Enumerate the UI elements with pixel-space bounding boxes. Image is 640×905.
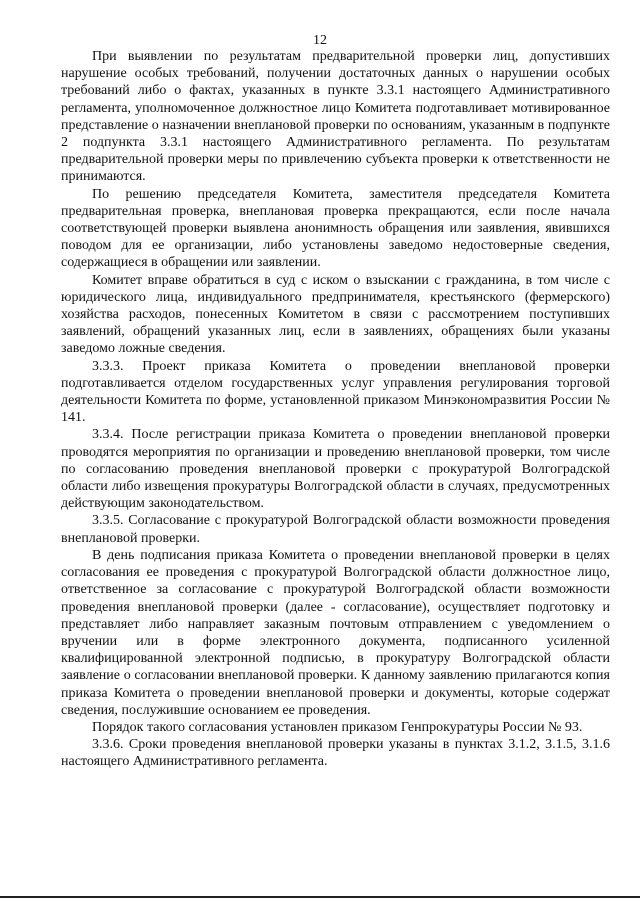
paragraph: Комитет вправе обратиться в суд с иском о взыскании с гражданина, в том числе с юридического лица, индивидуального предпринимателя, крестьянского (фермерского) хозяйства расходов, понесенных Комитетом в связи с рассмотрением поступивших заявлений, обращений указанных лиц, если в заявлениях, обращениях были указаны заведомо ложные сведения. (61, 272, 610, 357)
paragraph: 3.3.6. Сроки проведения внеплановой проверки указаны в пунктах 3.1.2, 3.1.5, 3.1.6 настоящего Административного регламента. (61, 737, 610, 770)
paragraph: В день подписания приказа Комитета о проведении внеплановой проверки в целях согласования ее проведения с прокуратурой Волгоградской области должностное лицо, ответственное за согласование с прокуратурой Волгоградской области возможности проведения внеплановой проверки (далее - согласование), осуществляет подготовку и представляет либо направляет заказным почтовым отправлением с уведомлением о вручении или в форме электронного документа, подписанного усиленной квалифицированной электронной подписью, в прокуратуру Волгоградской области заявление о согласовании внеплановой проверки. К данному заявлению прилагаются копия приказа Комитета о проведении внеплановой проверки и документы, которые содержат сведения, послужившие основанием ее проведения. (61, 547, 610, 718)
paragraph: 3.3.3. Проект приказа Комитета о проведении внеплановой проверки подготавливается отделом государственных услуг управления регулирования торговой деятельности Комитета по форме, установленной приказом Минэкономразвития России № 141. (61, 358, 610, 426)
page-bottom-edge (0, 896, 640, 898)
document-body (61, 48, 610, 771)
page-number: 12 (313, 33, 327, 48)
paragraph: По решению председателя Комитета, заместителя председателя Комитета предварительная проверка, внеплановая проверка прекращаются, если после начала соответствующей проверки выявлена анонимность обращения или заявления, явившихся поводом для ее организации, либо установлены заведомо недостоверные сведения, содержащиеся в обращении или заявлении. (61, 186, 610, 271)
paragraph: Порядок такого согласования установлен приказом Генпрокуратуры России № 93. (92, 719, 583, 735)
paragraph: 3.3.5. Согласование с прокуратурой Волгоградской области возможности проведения внеплановой проверки. (61, 513, 610, 546)
paragraph: При выявлении по результатам предварительной проверки лиц, допустивших нарушение особых требований, получении достаточных данных о нарушении особых требований либо о фактах, указанных в пункте 3.3.1 настоящего Административного регламента, уполномоченное должностное лицо Комитета подготавливает мотивированное представление о назначении внеплановой проверки по основаниям, указанным в подпункте 2 подпункта 3.3.1 настоящего Административного регламента. По результатам предварительной проверки меры по привлечению субъекта проверки к ответственности не принимаются. (61, 49, 610, 185)
paragraph: 3.3.4. После регистрации приказа Комитета о проведении внеплановой проверки проводятся мероприятия по организации и проведению внеплановой проверки, том числе по согласованию проведения внеплановой проверки с прокуратурой Волгоградской области либо извещения прокуратуры Волгоградской области в случаях, предусмотренных действующим законодательством. (61, 427, 610, 512)
